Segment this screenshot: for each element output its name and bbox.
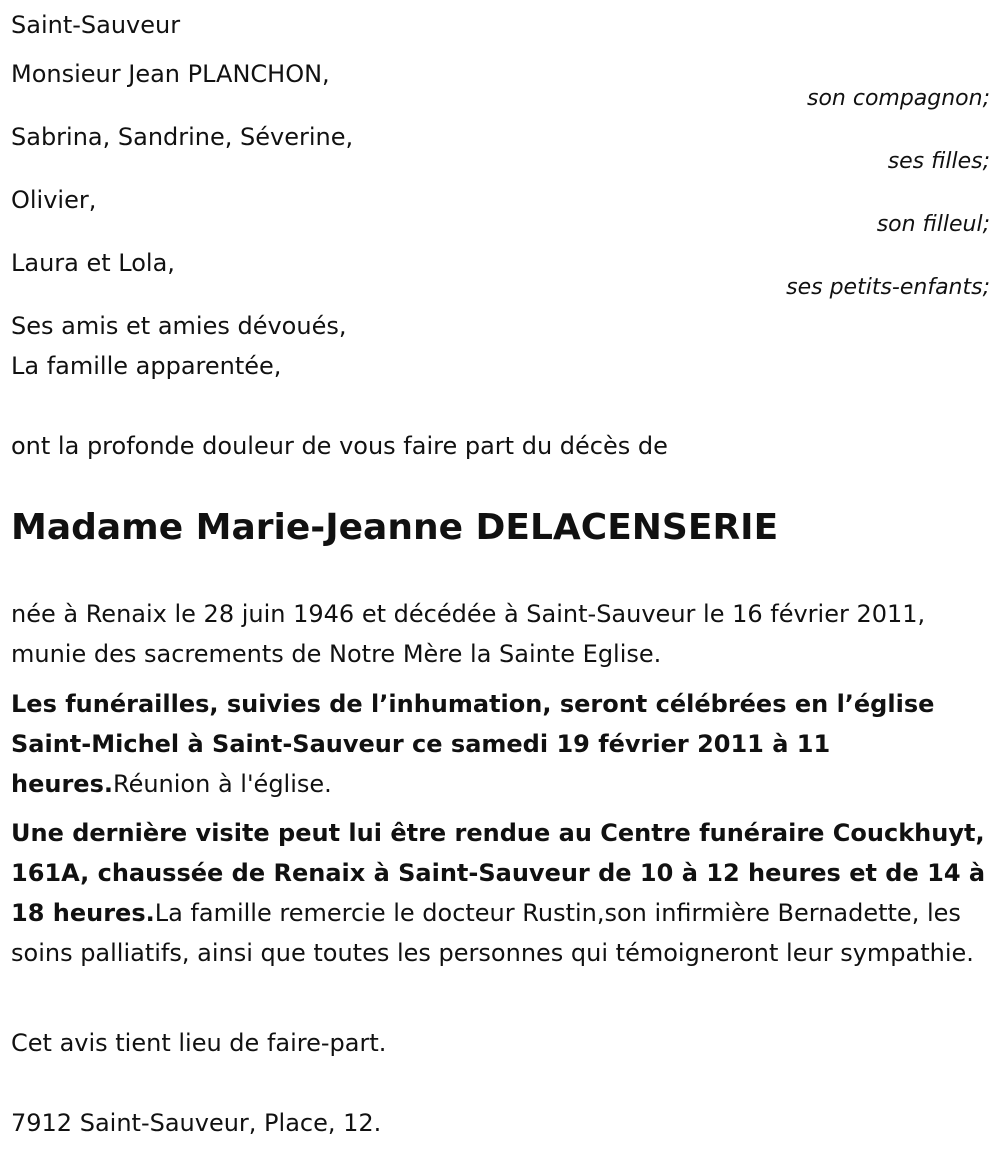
other-mourners-line: Ses amis et amies dévoués, bbox=[11, 312, 347, 340]
location-header: Saint-Sauveur bbox=[11, 11, 181, 39]
mourner-name: Sabrina, Sandrine, Séverine, bbox=[11, 123, 354, 151]
mourner-name: Monsieur Jean PLANCHON, bbox=[11, 60, 330, 88]
mourner-name: Laura et Lola, bbox=[11, 249, 175, 277]
visit-paragraph bbox=[11, 813, 1000, 973]
announcement-text: ont la profonde douleur de vous faire part du décès de bbox=[11, 432, 668, 460]
birth-death-paragraph: née à Renaix le 28 juin 1946 et décédée à Saint-Sauveur le 16 février 2011, munie des sacrements de Notre Mère la Sainte Eglise. bbox=[11, 600, 926, 668]
funeral-normal-text: Réunion à l'église. bbox=[112, 770, 332, 798]
funeral-paragraph bbox=[11, 684, 1000, 804]
visit-normal-text: La famille remercie le docteur Rustin,son infirmière Bernadette, les soins palliatifs, ainsi que toutes les personnes qui témoigneront leur sympathie. bbox=[11, 899, 974, 967]
address-text: 7912 Saint-Sauveur, Place, 12. bbox=[11, 1109, 382, 1137]
mourner-relation: ses filles; bbox=[887, 149, 990, 174]
deceased-name: Madame Marie-Jeanne DELACENSERIE bbox=[11, 507, 779, 548]
mourner-relation: ses petits-enfants; bbox=[786, 275, 990, 300]
funeral-bold-text: Les funérailles, suivies de l’inhumation, seront célébrées en l’église Saint-Michel à Saint-Sauveur ce samedi 19 février 2011 à 11 heures. bbox=[11, 690, 935, 798]
mourner-relation: son filleul; bbox=[876, 212, 990, 237]
visit-bold-text: Une dernière visite peut lui être rendue au Centre funéraire Couckhuyt, 161A, chaussée de Renaix à Saint-Sauveur de 10 à 12 heures et de 14 à 18 heures. bbox=[11, 819, 986, 927]
mourner-name: Olivier, bbox=[11, 186, 97, 214]
mourner-relation: son compagnon; bbox=[806, 86, 990, 111]
other-mourners-line: La famille apparentée, bbox=[11, 352, 282, 380]
notice-text: Cet avis tient lieu de faire-part. bbox=[11, 1029, 387, 1057]
